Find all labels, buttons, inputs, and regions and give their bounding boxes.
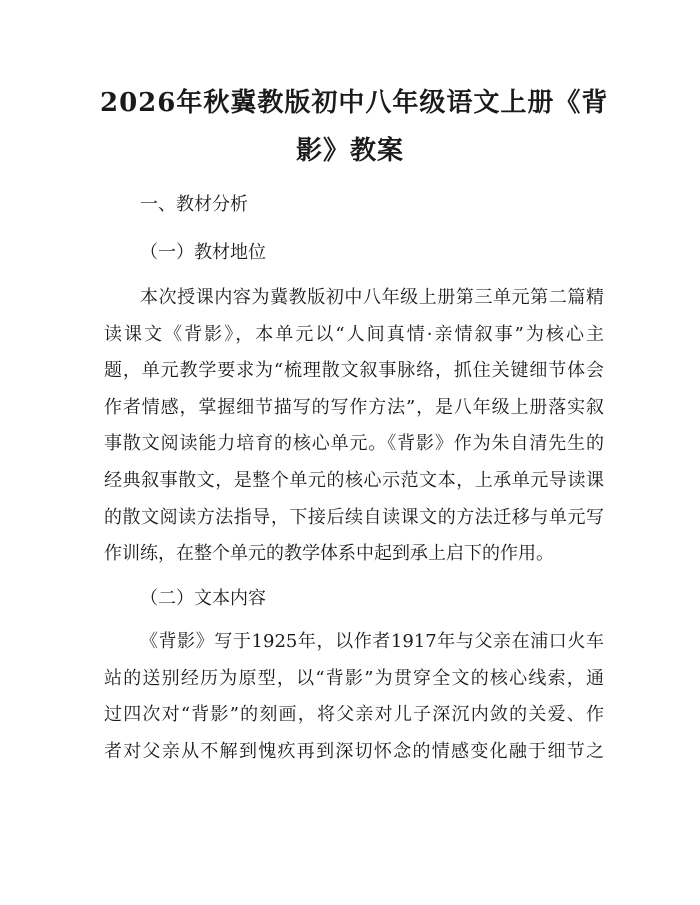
paragraph-line: 经典叙事散文，是整个单元的核心示范文本，上承单元导读课	[104, 469, 604, 491]
paragraph-line: 者对父亲从不解到愧疚再到深切怀念的情感变化融于细节之	[104, 740, 604, 762]
paragraph-line: 作者情感，掌握细节描写的写作方法”，是八年级上册落实叙	[104, 396, 604, 418]
subsection-heading-text-content: （二）文本内容	[140, 588, 266, 609]
paragraph-line: 站的送别经历为原型，以“背影”为贯穿全文的核心线索，通	[104, 667, 604, 689]
paragraph-textbook-position	[104, 280, 604, 573]
paragraph-line: 过四次对“背影”的刻画，将父亲对儿子深沉内敛的关爱、作	[104, 704, 604, 726]
document-title-line-2: 影》教案	[295, 136, 404, 166]
paragraph-line: 《背影》写于1925年，以作者1917年与父亲在浦口火车	[140, 631, 604, 652]
paragraph-line: 读课文《背影》，本单元以“人间真情·亲情叙事”为核心主	[104, 323, 604, 345]
paragraph-line: 事散文阅读能力培育的核心单元。《背影》作为朱自清先生的	[104, 433, 604, 455]
paragraph-line: 题，单元教学要求为“梳理散文叙事脉络，抓住关键细节体会	[104, 360, 604, 382]
paragraph-line: 的散文阅读方法指导，下接后续自读课文的方法迁移与单元写	[104, 506, 604, 528]
paragraph-text-content	[104, 624, 604, 770]
document-title-line-1: 2026年秋冀教版初中八年级语文上册《背	[100, 88, 609, 118]
section-heading-textbook-analysis: 一、教材分析	[140, 194, 248, 215]
paragraph-line: 作训练，在整个单元的教学体系中起到承上启下的作用。	[104, 543, 554, 565]
paragraph-line: 本次授课内容为冀教版初中八年级上册第三单元第二篇精	[140, 287, 604, 308]
subsection-heading-textbook-position: （一）教材地位	[140, 242, 266, 263]
